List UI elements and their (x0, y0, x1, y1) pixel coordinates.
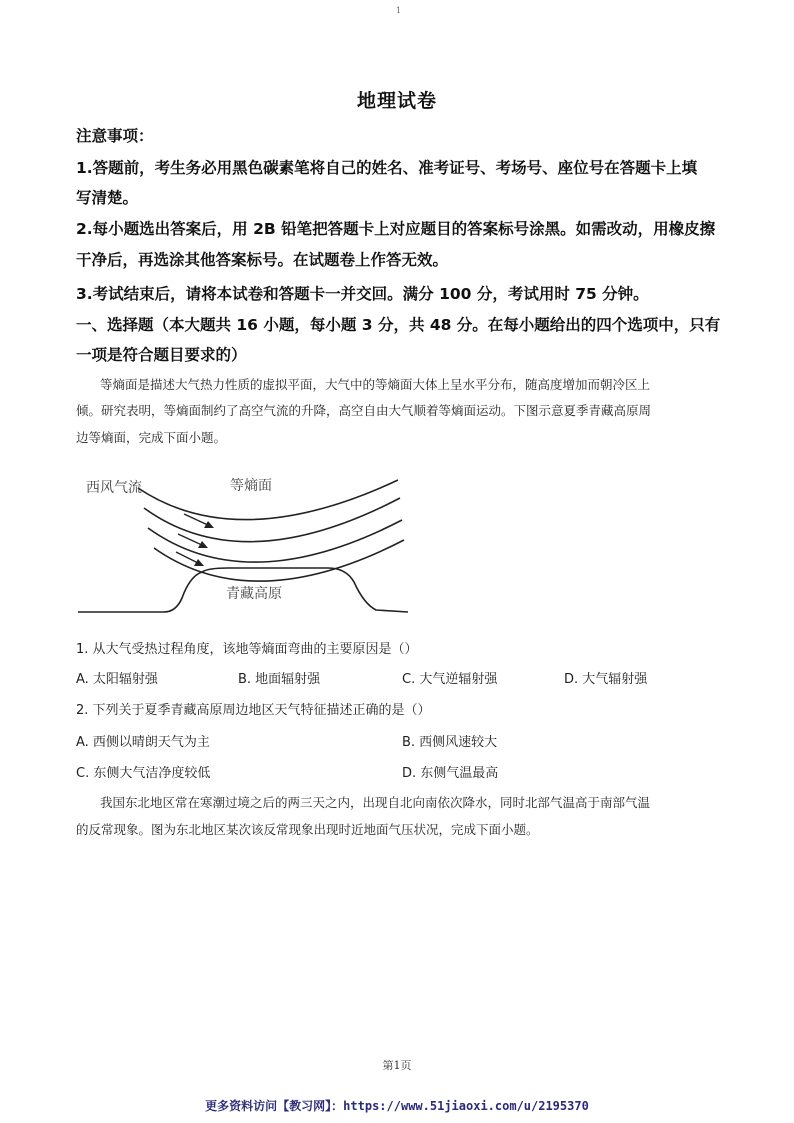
note-1-line-2: 写清楚。 (76, 189, 139, 207)
isentropic-line-2 (144, 498, 400, 542)
passage-2-line-1: 我国东北地区常在寒潮过境之后的两三天之内，出现自北向南依次降水，同时北部气温高于南部气温 (100, 795, 651, 810)
note-3: 3.考试结束后，请将本试卷和答题卡一并交回。满分 100 分，考试用时 75 分钟。 (76, 285, 649, 303)
question-2-option-d: D. 东侧气温最高 (402, 766, 499, 781)
passage-1-line-3: 边等熵面，完成下面小题。 (76, 430, 227, 445)
note-2-line-2: 干净后，再选涂其他答案标号。在试题卷上作答无效。 (76, 251, 449, 269)
notes-heading: 注意事项： (76, 127, 154, 145)
question-1-option-c: C. 大气逆辐射强 (402, 672, 498, 687)
passage-2-line-2: 的反常现象。图为东北地区某次该反常现象出现时近地面气压状况，完成下面小题。 (76, 822, 539, 837)
question-2-stem: 2. 下列关于夏季青藏高原周边地区天气特征描述正确的是（） (76, 703, 431, 718)
question-2-option-c: C. 东侧大气洁净度较低 (76, 766, 211, 781)
plateau-label: 青藏高原 (226, 586, 282, 602)
section-1-heading-line-2: 一项是符合题目要求的） (76, 346, 247, 364)
westerly-label: 西风气流 (86, 480, 142, 496)
isentropic-surface-figure (78, 470, 418, 620)
isentropic-label: 等熵面 (230, 478, 272, 494)
question-1-stem: 1. 从大气受热过程角度，该地等熵面弯曲的主要原因是（） (76, 642, 418, 657)
note-1-line-1: 1.答题前，考生务必用黑色碳素笔将自己的姓名、准考证号、考场号、座位号在答题卡上填 (76, 159, 698, 177)
page-top-mark: 1 (396, 6, 402, 15)
note-2-line-1: 2.每小题选出答案后，用 2B 铅笔把答题卡上对应题目的答案标号涂黑。如需改动，用橡皮擦 (76, 220, 716, 238)
question-1-option-b: B. 地面辐射强 (238, 672, 321, 687)
question-1-option-a: A. 太阳辐射强 (76, 672, 158, 687)
page-number: 第1页 (382, 1059, 412, 1072)
passage-1-line-1: 等熵面是描述大气热力性质的虚拟平面，大气中的等熵面大体上呈水平分布，随高度增加而朝冷区上 (100, 377, 651, 392)
section-1-heading-line-1: 一、选择题（本大题共 16 小题，每小题 3 分，共 48 分。在每小题给出的四个选项中，只有 (76, 316, 721, 334)
question-2-option-b: B. 西侧风速较大 (402, 735, 498, 750)
isentropic-line-3 (148, 520, 402, 562)
question-2-option-a: A. 西侧以晴朗天气为主 (76, 735, 210, 750)
page-title: 地理试卷 (356, 90, 437, 112)
footer-link[interactable]: 更多资料访问【教习网】：https://www.51jiaoxi.com/u/2195370 (205, 1099, 589, 1113)
passage-1-line-2: 倾。研究表明，等熵面制约了高空气流的升降，高空自由大气顺着等熵面运动。下图示意夏季青藏高原周 (76, 403, 652, 418)
question-1-option-d: D. 大气辐射强 (564, 672, 648, 687)
